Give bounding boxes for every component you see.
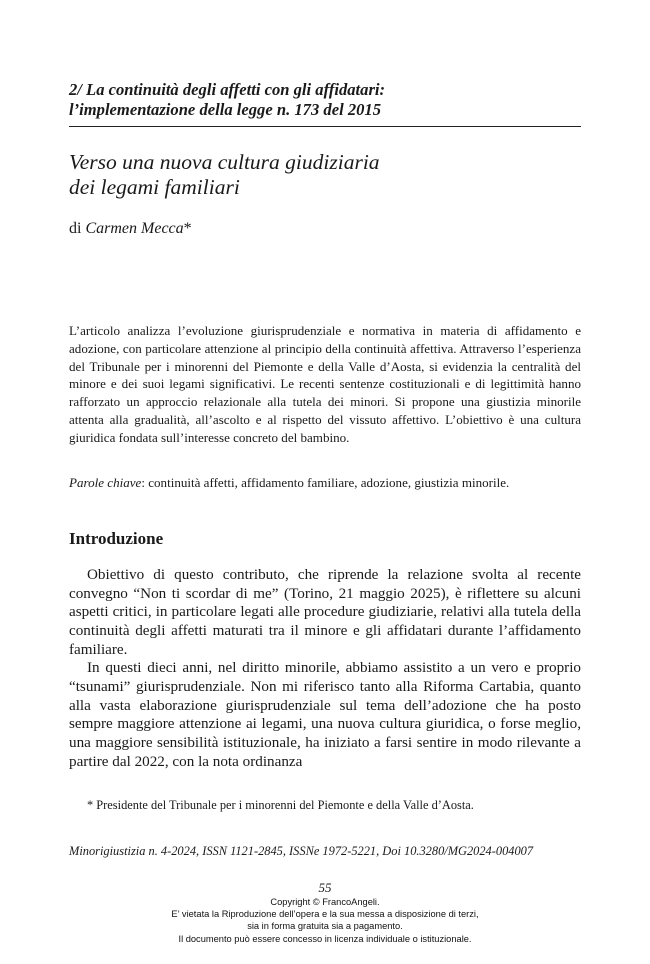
copyright-line: Il documento può essere concesso in licenza individuale o istituzionale. <box>178 933 472 944</box>
body-text <box>69 566 581 771</box>
page-number: 55 <box>318 880 332 895</box>
keywords-values: : continuità affetti, affidamento familiare, adozione, giustizia minorile. <box>141 475 510 490</box>
journal-citation: Minorigiustizia n. 4-2024, ISSN 1121-2845, ISSNe 1972-5221, Doi 10.3280/MG2024-004007 <box>69 844 534 858</box>
section-title-line-2: l’implementazione della legge n. 173 del 2015 <box>69 100 382 119</box>
byline <box>69 219 192 239</box>
article-title <box>69 150 581 200</box>
article-title-line-2: dei legami familiari <box>69 175 240 199</box>
author-name: Carmen Mecca <box>85 220 184 237</box>
footnote: * Presidente del Tribunale per i minorenni del Piemonte e della Valle d’Aosta. <box>87 798 474 812</box>
copyright-line: sia in forma gratuita sia a pagamento. <box>247 921 403 932</box>
copyright-line: E’ vietata la Riproduzione dell’opera e la sua messa a disposizione di terzi, <box>171 909 479 920</box>
section-title <box>69 80 581 120</box>
copyright-notice <box>69 896 581 945</box>
section-title-line-1: 2/ La continuità degli affetti con gli affidatari: <box>69 80 386 99</box>
body-paragraph: In questi dieci anni, nel diritto minorile, abbiamo assistito a un vero e proprio “tsunami” giurisprudenziale. Non mi riferisco tanto alla Riforma Cartabia, quanto alla vasta elaborazione giurisprudenziale sul tema dell’adozione che ha posto sempre maggiore attenzione ai legami, una nuova cultura giuridica, o forse meglio, una maggiore sensibilità istituzionale, ha iniziato a farsi sentire in modo rilevante a partire dal 2022, con la nota ordinanza <box>69 659 581 770</box>
footnote-mark: * <box>183 220 192 237</box>
abstract: L’articolo analizza l’evoluzione giurisprudenziale e normativa in materia di affidamento e adozione, con particolare attenzione al principio della continuità affettiva. Attraverso l’esperienza del Tribunale per i minorenni del Piemonte e della Valle d’Aosta, si evidenzia la centralità del minore e dei suoi legami significativi. Le recenti sentenze costituzionali e di legittimità hanno rafforzato un approccio relazionale alla tutela dei minori. Si propone una giustizia minorile attenta alla gradualità, all’ascolto e al rispetto del vissuto affettivo. L’obiettivo è una cultura giuridica fondata sull’interesse concreto del bambino. <box>69 323 581 445</box>
byline-prefix: di <box>69 220 82 237</box>
keywords-label: Parole chiave <box>69 475 142 490</box>
copyright-line: Copyright © FrancoAngeli. <box>270 897 380 907</box>
intro-heading: Introduzione <box>69 529 164 548</box>
article-title-line-1: Verso una nuova cultura giudiziaria <box>69 150 380 174</box>
body-paragraph: Obiettivo di questo contributo, che riprende la relazione svolta al recente convegno “Non ti scordar di me” (Torino, 21 maggio 2025), è riflettere su alcuni aspetti critici, in particolare legati alle procedure giudiziarie, relativi alla tutela della continuità degli affetti maturati tra il minore e gli affidatari durante l’affidamento familiare. <box>69 566 581 658</box>
keywords <box>69 474 581 492</box>
section-divider <box>69 126 581 127</box>
